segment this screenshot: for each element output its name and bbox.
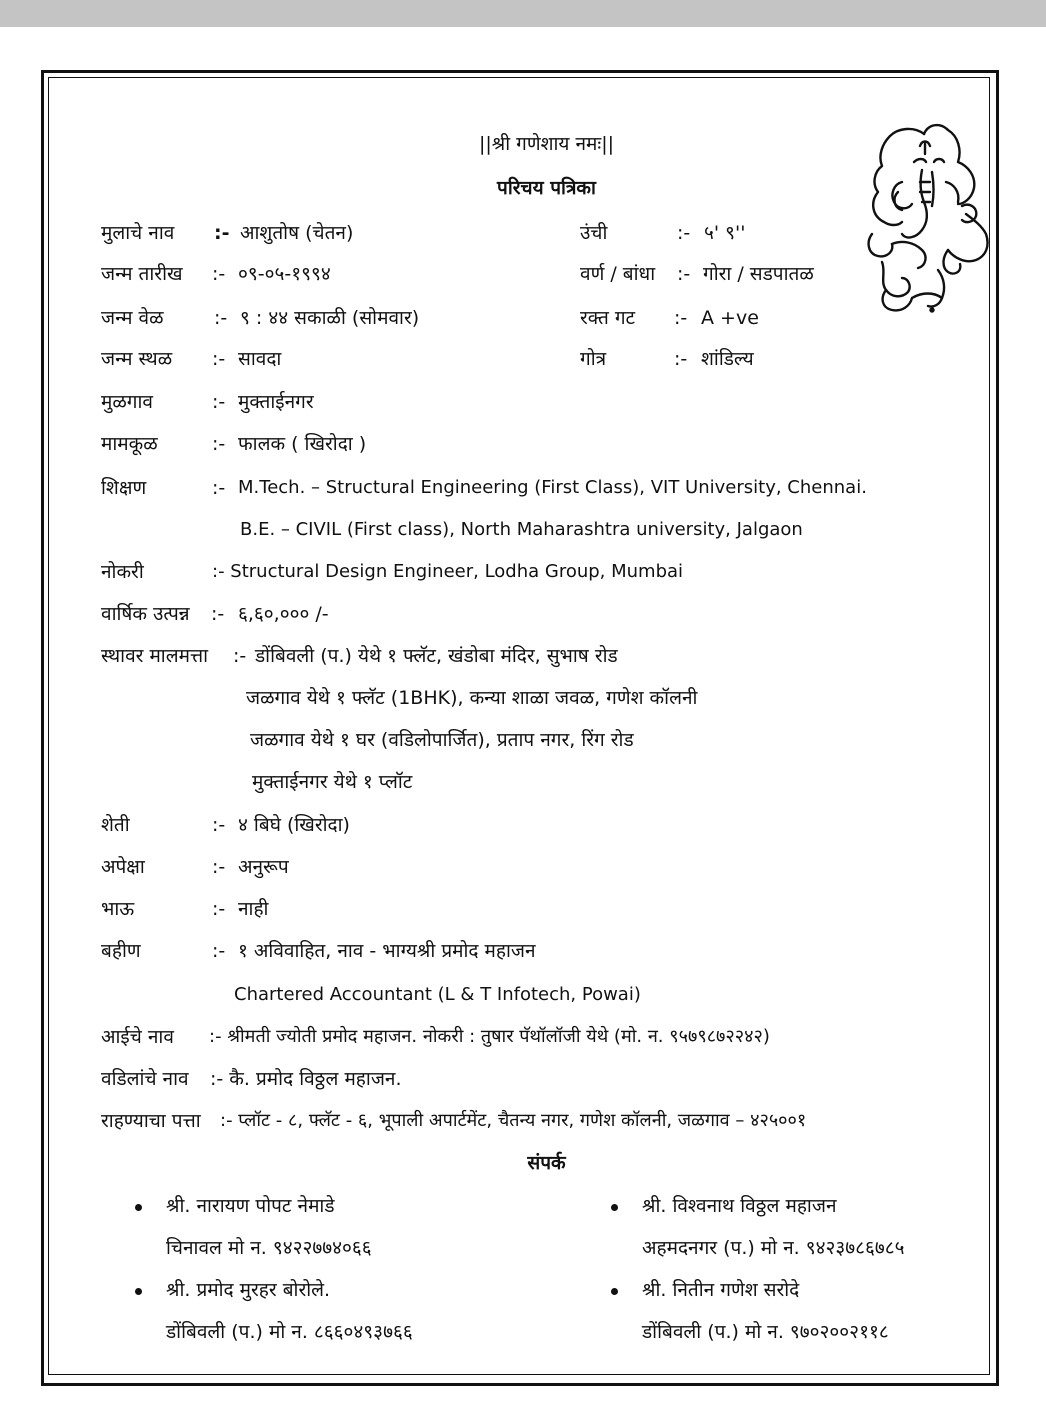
- dob-label: जन्म तारीख: [101, 263, 183, 285]
- sister-line-2: Chartered Accountant (L & T Infotech, Powai): [234, 984, 641, 1005]
- mother-value: :- श्रीमती ज्योती प्रमोद महाजन. नोकरी : तुषार पॅथॉलॉजी येथे (मो. न. ९५७९८७२२४२): [209, 1026, 770, 1047]
- address-value: :- प्लॉट - ८, फ्लॅट - ६, भूपाली अपार्टमेंट, चैतन्य नगर, गणेश कॉलनी, जळगाव – ४२५००१: [220, 1110, 807, 1131]
- name-label: मुलाचे नाव: [101, 222, 175, 244]
- dob-separator: :-: [212, 263, 226, 285]
- native-separator: :-: [212, 391, 226, 413]
- income-label: वार्षिक उत्पन्न: [101, 603, 190, 625]
- contact-name-3: श्री. प्रमोद मुरहर बोरोले.: [166, 1279, 331, 1301]
- property-line-3: जळगाव येथे १ घर (वडिलोपार्जित), प्रताप नगर, रिंग रोड: [250, 729, 634, 751]
- bullet-icon: [135, 1204, 142, 1211]
- brother-value: नाही: [238, 898, 269, 920]
- blood-group-separator: :-: [674, 307, 688, 329]
- education-line-2: B.E. – CIVIL (First class), North Maharashtra university, Jalgaon: [240, 519, 803, 540]
- page-border-inner: [48, 77, 990, 1375]
- height-separator: :-: [677, 222, 691, 244]
- father-value: :- कै. प्रमोद विठ्ठल महाजन.: [210, 1068, 402, 1090]
- birth-place-separator: :-: [212, 348, 226, 370]
- complexion-value: गोरा / सडपातळ: [703, 263, 814, 285]
- gotra-separator: :-: [674, 348, 688, 370]
- contact-name-4: श्री. नितीन गणेश सरोदे: [642, 1279, 800, 1301]
- brother-label: भाऊ: [101, 898, 135, 920]
- top-gray-bar: [0, 0, 1046, 27]
- height-label: उंची: [580, 222, 608, 244]
- dob-value: ०९-०५-१९९४: [238, 263, 331, 285]
- height-value: ५' ९'': [704, 222, 746, 244]
- expectation-separator: :-: [212, 856, 226, 878]
- property-line-1: डोंबिवली (प.) येथे १ फ्लॅट, खंडोबा मंदिर, सुभाष रोड: [255, 645, 618, 667]
- job-value: :- Structural Design Engineer, Lodha Group, Mumbai: [212, 561, 684, 582]
- farm-separator: :-: [212, 814, 226, 836]
- birth-time-separator: :-: [214, 307, 228, 329]
- birth-place-value: सावदा: [238, 348, 282, 370]
- birth-time-label: जन्म वेळ: [101, 307, 164, 329]
- bullet-icon: [611, 1204, 618, 1211]
- birth-time-value: ९ : ४४ सकाळी (सोमवार): [240, 307, 420, 329]
- expectation-value: अनुरूप: [238, 856, 289, 878]
- invocation-text: ||श्री गणेशाय नमः||: [478, 133, 615, 155]
- contact-detail-4: डोंबिवली (प.) मो न. ९७०२००२११८: [642, 1321, 889, 1343]
- mother-label: आईचे नाव: [101, 1026, 174, 1048]
- farm-label: शेती: [101, 814, 130, 836]
- farm-value: ४ बिघे (खिरोदा): [238, 814, 350, 836]
- birth-place-label: जन्म स्थळ: [101, 348, 173, 370]
- education-separator: :-: [212, 477, 226, 499]
- income-separator: :-: [211, 603, 225, 625]
- property-line-2: जळगाव येथे १ फ्लॅट (1BHK), कन्या शाळा जवळ, गणेश कॉलनी: [246, 687, 698, 709]
- native-label: मुळगाव: [101, 391, 153, 413]
- native-value: मुक्ताईनगर: [238, 391, 314, 413]
- address-label: राहण्याचा पत्ता: [101, 1110, 201, 1132]
- maternal-separator: :-: [212, 433, 226, 455]
- gotra-label: गोत्र: [580, 348, 607, 370]
- blood-group-label: रक्त गट: [580, 307, 636, 329]
- sister-label: बहीण: [101, 940, 141, 962]
- sister-separator: :-: [212, 940, 226, 962]
- contact-detail-1: चिनावल मो न. ९४२२७७४०६६: [166, 1237, 372, 1259]
- name-separator: :-: [214, 222, 230, 244]
- bullet-icon: [135, 1288, 142, 1295]
- income-value: ६,६०,००० /-: [238, 603, 329, 625]
- property-line-4: मुक्ताईनगर येथे १ प्लॉट: [252, 771, 413, 793]
- brother-separator: :-: [212, 898, 226, 920]
- complexion-separator: :-: [677, 263, 691, 285]
- property-separator: :-: [233, 645, 247, 667]
- job-label: नोकरी: [101, 561, 144, 583]
- gotra-value: शांडिल्य: [701, 348, 754, 370]
- sister-value: १ अविवाहित, नाव - भाग्यश्री प्रमोद महाजन: [238, 940, 536, 962]
- property-label: स्थावर मालमत्ता: [101, 645, 209, 667]
- complexion-label: वर्ण / बांधा: [580, 263, 656, 285]
- education-line-1: M.Tech. – Structural Engineering (First Class), VIT University, Chennai.: [238, 477, 867, 498]
- education-label: शिक्षण: [101, 477, 147, 499]
- contact-name-2: श्री. विश्वनाथ विठ्ठल महाजन: [642, 1195, 837, 1217]
- contact-detail-3: डोंबिवली (प.) मो न. ८६६०४९३७६६: [166, 1321, 413, 1343]
- bullet-icon: [611, 1288, 618, 1295]
- name-value: आशुतोष (चेतन): [240, 222, 354, 244]
- document-title: परिचय पत्रिका: [497, 177, 596, 199]
- blood-group-value: A +ve: [701, 307, 759, 329]
- contact-name-1: श्री. नारायण पोपट नेमाडे: [166, 1195, 335, 1217]
- expectation-label: अपेक्षा: [101, 856, 145, 878]
- contact-heading: संपर्क: [527, 1152, 566, 1174]
- contact-detail-2: अहमदनगर (प.) मो न. ९४२३७८६७८५: [642, 1237, 905, 1259]
- father-label: वडिलांचे नाव: [101, 1068, 189, 1090]
- maternal-label: मामकूळ: [101, 433, 158, 455]
- maternal-value: फालक ( खिरोदा ): [238, 433, 367, 455]
